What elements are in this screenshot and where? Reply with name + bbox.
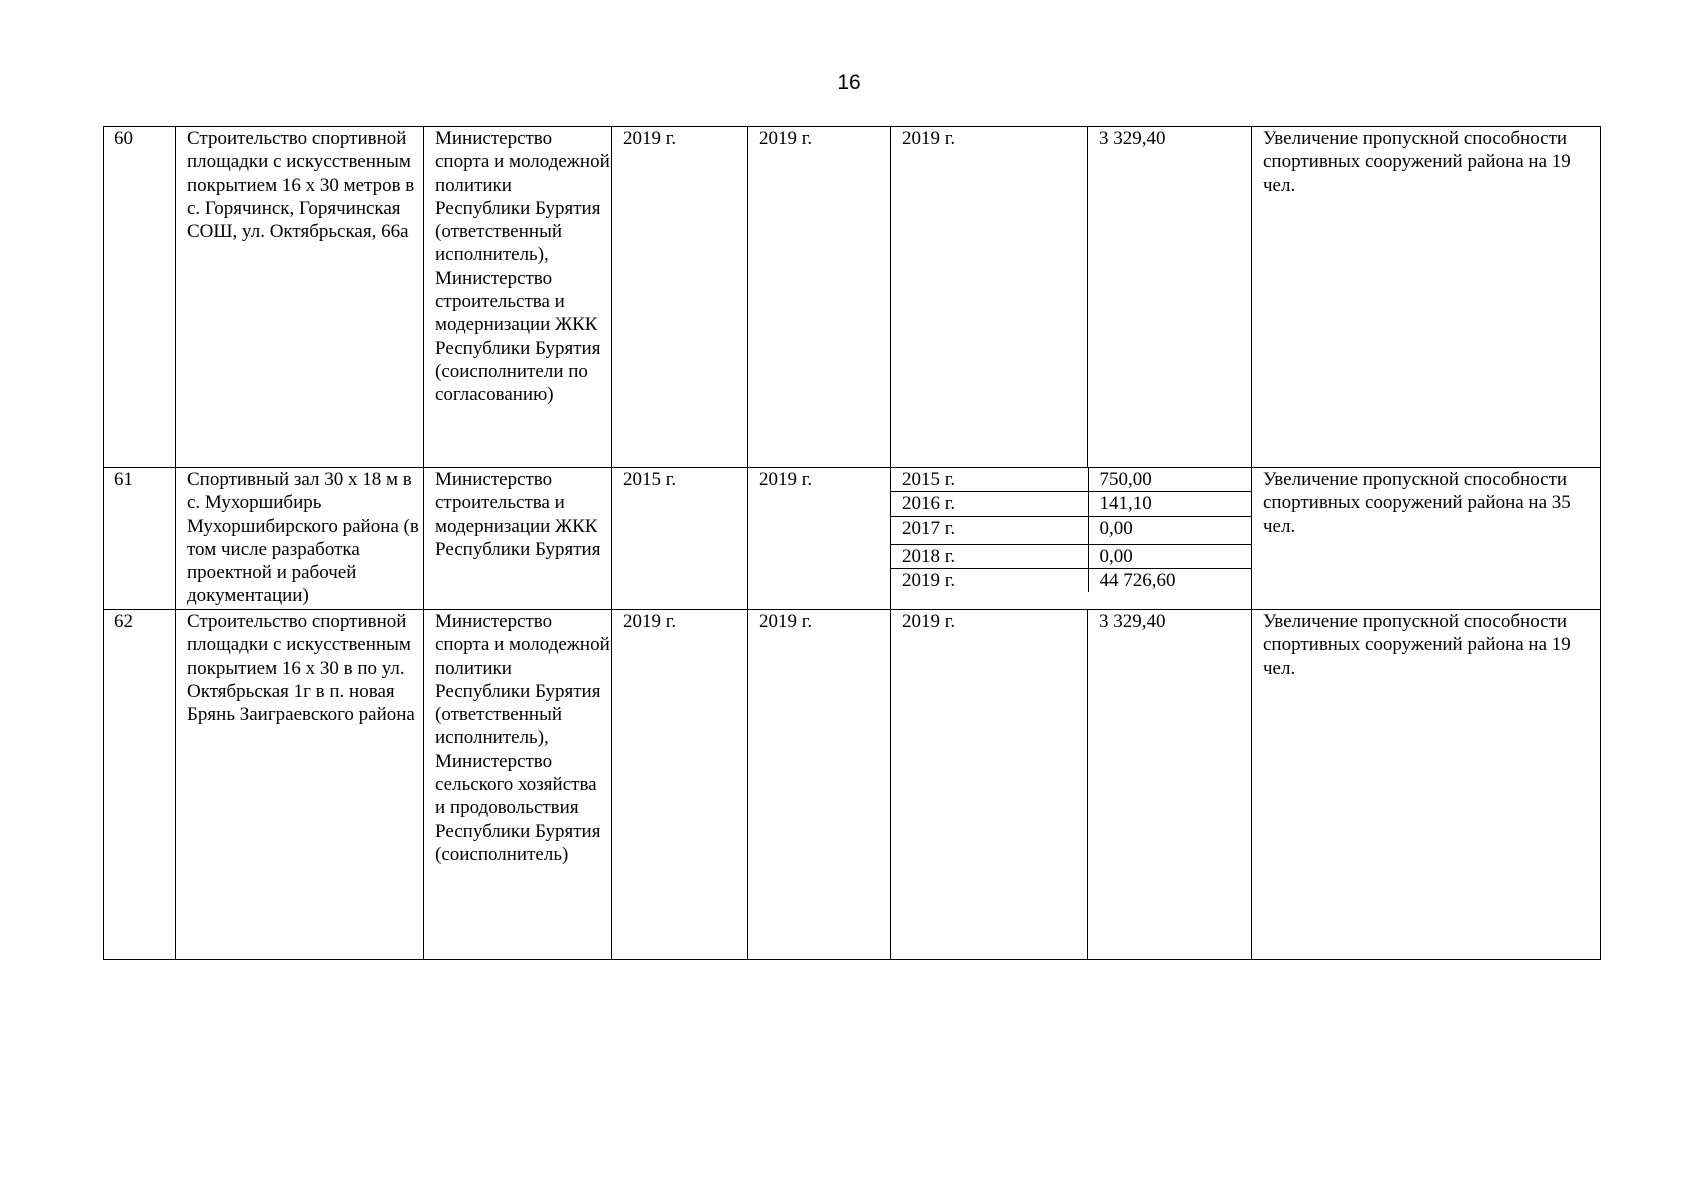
table-row (104, 610, 1601, 960)
finance-breakdown-row (891, 468, 1252, 492)
activities-table (103, 126, 1601, 960)
page-number: 16 (837, 71, 861, 94)
finance-year-cell: 2019 г. (891, 127, 1088, 468)
row-number-cell: 62 (104, 610, 176, 960)
finance-amount-cell: 750,00 (1088, 468, 1252, 492)
result-cell: Увеличение пропускной способности спортивных сооружений района на 35 чел. (1252, 468, 1601, 610)
activity-name-cell: Спортивный зал 30 х 18 м в с. Мухоршибирь Мухоршибирского района (в том числе разработка проектной и рабочей документации) (176, 468, 424, 610)
activity-name-cell: Строительство спортивной площадки с искусственным покрытием 16 х 30 в по ул. Октябрьская 1г в п. новая Брянь Заиграевского района (176, 610, 424, 960)
finance-amount-cell: 0,00 (1088, 544, 1252, 568)
finance-amount-cell: 3 329,40 (1088, 610, 1252, 960)
row-number-cell: 60 (104, 127, 176, 468)
finance-breakdown-cell (891, 468, 1252, 610)
table-row (104, 468, 1601, 610)
start-year-cell: 2015 г. (612, 468, 748, 610)
end-year-cell: 2019 г. (748, 468, 891, 610)
finance-year-cell: 2016 г. (891, 492, 1088, 516)
finance-year-cell: 2017 г. (891, 516, 1088, 544)
finance-breakdown-row (891, 544, 1252, 568)
finance-amount-cell: 3 329,40 (1088, 127, 1252, 468)
finance-amount-cell: 44 726,60 (1088, 568, 1252, 592)
finance-year-cell: 2015 г. (902, 469, 956, 490)
end-year-cell: 2019 г. (748, 610, 891, 960)
executor-cell: Министерство строительства и модернизации ЖКК Республики Бурятия (424, 468, 612, 610)
finance-breakdown-row (891, 516, 1252, 544)
start-year-cell: 2019 г. (612, 127, 748, 468)
end-year-cell: 2019 г. (748, 127, 891, 468)
start-year-cell: 2019 г. (612, 610, 748, 960)
finance-breakdown-table (891, 468, 1252, 592)
result-cell: Увеличение пропускной способности спортивных сооружений района на 19 чел. (1252, 127, 1601, 468)
finance-year-cell: 2019 г. (891, 610, 1088, 960)
finance-year-cell: 2018 г. (891, 544, 1088, 568)
executor-cell: Министерство спорта и молодежной политики Республики Бурятия (ответственный исполнитель), Министерство сельского хозяйства и продовольствия Республики Бурятия (соисполнитель) (424, 610, 612, 960)
finance-year-cell: 2019 г. (891, 568, 1088, 592)
finance-amount-cell: 141,10 (1088, 492, 1252, 516)
result-cell: Увеличение пропускной способности спортивных сооружений района на 19 чел. (1252, 610, 1601, 960)
finance-amount-cell: 0,00 (1088, 516, 1252, 544)
finance-breakdown-row (891, 492, 1252, 516)
row-number-cell: 61 (104, 468, 176, 610)
finance-breakdown-row (891, 568, 1252, 592)
table-row (104, 127, 1601, 468)
executor-cell: Министерство спорта и молодежной политики Республики Бурятия (ответственный исполнитель), Министерство строительства и модернизации ЖКК Республики Бурятия (соисполнители по согласованию) (424, 127, 612, 468)
activity-name-cell: Строительство спортивной площадки с искусственным покрытием 16 х 30 метров в с. Горячинск, Горячинская СОШ, ул. Октябрьская, 66а (176, 127, 424, 468)
